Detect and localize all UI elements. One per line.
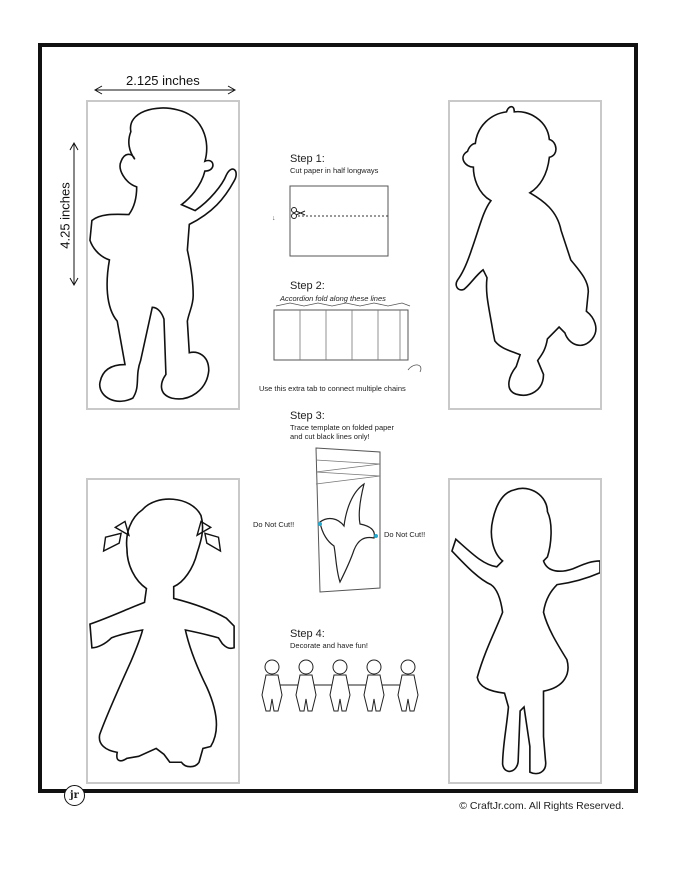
step-3-right-note: Do Not Cut!! [384,530,426,539]
step-4-chain-diagram [258,655,426,727]
step-4 [290,628,368,650]
boy-kicking-silhouette [450,102,600,408]
step-3 [290,410,394,441]
step-2-tab-note: Use this extra tab to connect multiple chains [259,384,406,393]
template-panel-girl-pigtails [86,478,240,784]
step-3-diagram [310,446,390,596]
craftjr-logo: jr [64,785,85,806]
svg-text:↓: ↓ [272,215,276,222]
girl-arms-up-silhouette [450,480,600,782]
step-3-desc-line-1: Trace template on folded paper [290,423,394,432]
girl-pigtails-silhouette [88,480,238,782]
step-2 [290,280,325,293]
step-4-title: Step 4: [290,628,325,640]
template-panel-girl-arms-up [448,478,602,784]
template-panel-boy-kicking [448,100,602,410]
step-3-desc-line-2: and cut black lines only! [290,432,370,441]
step-2-diagram [270,300,430,380]
boy-waving-silhouette [88,102,238,408]
step-3-left-note: Do Not Cut!! [253,520,295,529]
width-dimension-label: 2.125 inches [126,73,200,88]
copyright-footer: © CraftJr.com. All Rights Reserved. [459,800,624,812]
step-4-desc: Decorate and have fun! [290,641,368,650]
step-2-title: Step 2: [290,280,325,292]
step-1 [290,153,378,175]
height-dimension-label: 4.25 inches [58,171,73,261]
step-1-title: Step 1: [290,153,325,165]
step-1-desc: Cut paper in half longways [290,166,379,175]
step-2-fold-label: Accordion fold along these lines [280,294,386,303]
step-3-title: Step 3: [290,410,325,422]
step-1-diagram [270,180,396,260]
template-panel-boy-waving [86,100,240,410]
scissors-icon [290,206,306,220]
